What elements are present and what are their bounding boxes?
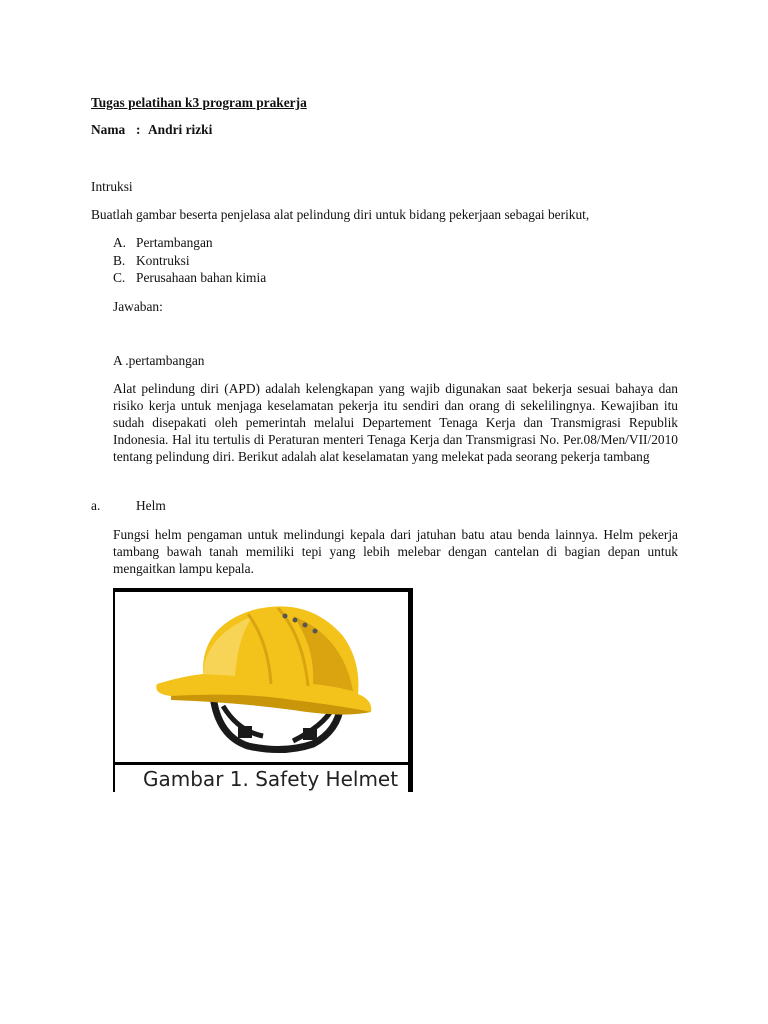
list-item-text: Kontruksi <box>136 252 190 268</box>
list-item-letter: B. <box>113 252 126 268</box>
helmet-paragraph: Fungsi helm pengaman untuk melindungi kepala dari jatuhan batu atau benda lainnya. Helm pekerja tambang bawah tanah memiliki tepi yang lebih melebar dengan cantelan di bagian depan untuk mengaitkan lampu kepala. <box>113 527 678 576</box>
helmet-figure <box>113 588 413 792</box>
list-item-text: Pertambangan <box>136 235 213 250</box>
name-value: Andri rizki <box>148 122 213 137</box>
list-item <box>113 234 266 252</box>
apd-paragraph: Alat pelindung diri (APD) adalah kelengkapan yang wajib digunakan saat bekerja sesuai bahaya dan risiko kerja untuk menjaga keselamatan pekerja itu sendiri dan orang di sekelilingnya. Kewajiban itu sudah disepakati oleh pemerintah melalui Departement Tenaga Kerja dan Transmigrasi Republik Indonesia. Hal itu tertulis di Peraturan menteri Tenaga Kerja dan Transmigrasi No. Per.08/Men/VII/2010 tentang pelindung diri. Berikut adalah alat keselamatan yang melekat pada seorang pekerja tambang <box>113 381 678 464</box>
figure-border-top <box>113 588 413 592</box>
list-item-text: Perusahaan bahan kimia <box>136 270 267 285</box>
answer-label: Jawaban: <box>113 299 163 314</box>
name-colon: : <box>136 122 141 137</box>
document-title: Tugas pelatihan k3 program prakerja <box>91 95 307 110</box>
instruction-heading: Intruksi <box>91 179 133 194</box>
list-item <box>113 269 266 287</box>
figure-caption-divider <box>113 762 413 765</box>
list-item-letter: C. <box>113 270 126 285</box>
section-heading: A .pertambangan <box>113 353 205 368</box>
instruction-text: Buatlah gambar beserta penjelasa alat pelindung diri untuk bidang pekerjaan sebagai berikut, <box>91 207 590 222</box>
subitem-text: Helm <box>136 498 166 513</box>
list-item <box>113 252 266 270</box>
list-item-letter: A. <box>113 235 127 250</box>
option-list <box>113 234 266 287</box>
subitem-helm <box>91 497 166 514</box>
safety-helmet-image <box>143 596 383 761</box>
subitem-letter: a. <box>91 498 101 513</box>
figure-caption: Gambar 1. Safety Helmet <box>143 767 399 791</box>
name-line <box>91 121 212 138</box>
name-label: Nama <box>91 122 126 137</box>
